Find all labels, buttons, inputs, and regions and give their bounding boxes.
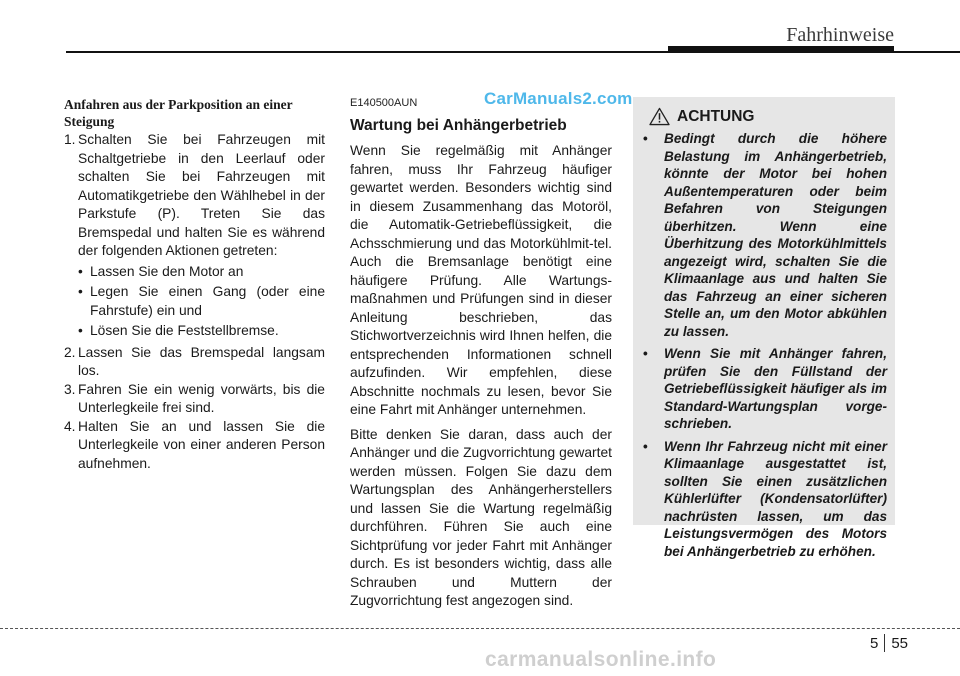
watermark-bottom: carmanualsonline.info [485,648,717,671]
page-number-separator [884,634,885,652]
steps-list [64,131,325,473]
bullet-symbol: • [643,438,648,454]
step-number: 1. [64,132,76,147]
page-number [870,634,908,652]
warning-list [643,130,887,560]
step-text: Schalten Sie bei Fahrzeugen mit Schaltgetriebe in den Leerlauf oder schalten Sie bei Fahrzeugen mit Automatikgetriebe den Wählhebel in der Parkstufe (P). Treten Sie das Bremspedal und halten Sie es während der folgenden Aktionen getreten: [78,132,325,258]
step-text: Halten Sie an und lassen Sie die Unterlegkeile von einer anderen Person aufnehmen. [78,418,325,471]
step-number: 2. [64,344,76,360]
step-text: Fahren Sie ein wenig vorwärts, bis die Unterlegkeile frei sind. [78,381,325,415]
warning-item [643,345,887,433]
warning-triangle-icon [649,107,670,126]
warning-item [643,130,887,340]
middle-column [350,96,612,617]
sub-bullet-text: Lassen Sie den Motor an [90,263,244,279]
paragraph: Bitte denken Sie daran, dass auch der Anhänger und die Zugvorrichtung gewartet werden müssen. Folgen Sie dazu dem Wartungsplan des Anhängerherstellers und lassen Sie die Wartung regelmäßig durchführen. Führen Sie auch eine Sichtprüfung vor jeder Fahrt mit Anhänger durch. Es ist besonders wichtig, dass alle Schrauben und Muttern der Zugvorrichtung fest angezogen sind. [350,426,612,608]
sub-bullet-list [78,263,325,341]
step-number: 4. [64,418,76,434]
header-rule-accent [668,46,894,53]
warning-item [643,438,887,561]
section-code: E140500AUN [350,97,418,109]
bullet-symbol: • [643,346,648,361]
warning-text: Wenn Sie mit Anhänger fahren, prüfen Sie den Füllstand der Getriebeflüssigkeit häufiger als im Standard-Wartungsplan vorge-schrieben. [664,346,887,431]
warning-title: ACHTUNG [677,107,755,125]
left-column [64,96,325,473]
sub-bullet-text: Lösen Sie die Feststellbremse. [90,323,279,338]
step-item [64,381,325,418]
sub-bullet-item [78,263,325,282]
warning-text: Wenn Ihr Fahrzeug nicht mit einer Klimaanlage ausgestattet ist, sollten Sie einen zusätzlichen Kühlerlüfter (Kondensatorlüfter) nachrüsten lassen, um das Leistungsvermögen des Motors bei Anhängerbetrieb zu erhöhen. [664,438,887,559]
step-item [64,418,325,474]
watermark-top: CarManuals2.com [484,89,633,108]
section-heading-trailer-maintenance: Wartung bei Anhängerbetrieb [350,117,567,134]
bullet-symbol: • [78,323,83,338]
chapter-number: 5 [870,634,879,652]
warning-box [633,97,895,559]
warning-text: Bedingt durch die höhere Belastung im Anhängerbetrieb, könnte der Motor bei hohen Außentemperaturen oder beim Befahren von Steigungen überhitzen. Wenn eine Überhitzung des Motorkühlmittels angezeigt wird, schalten Sie die Klimaanlage aus und halten Sie das Fahrzeug an einer sicheren Stelle an, um den Motor abkühlen zu lassen. [664,131,887,339]
footer-rule [0,628,960,629]
step-item [64,344,325,381]
warning-header [649,107,887,126]
section-heading-hill-start: Anfahren aus der Parkposition an einer Steigung [64,97,293,129]
sub-bullet-item [78,283,325,320]
sub-bullet-text: Legen Sie einen Gang (oder eine Fahrstufe) ein und [90,284,325,318]
step-text: Lassen Sie das Bremspedal langsam los. [78,344,325,378]
page-number-value: 55 [891,634,909,652]
bullet-symbol: • [78,284,83,299]
bullet-symbol: • [78,263,83,279]
paragraph: Wenn Sie regelmäßig mit Anhänger fahren, muss Ihr Fahrzeug häufiger gewartet werden. Besonders wichtig sind in diesem Zusammenhang das Motoröl, die Automatik-Getriebeflüssigkeit, die Achsschmierung und das Motorkühlmit-tel. Auch die Bremsanlage benötigt eine häufigere Prüfung. Alle Wartungs-maßnahmen und Prüfungen sind in dieser Anleitung beschrieben, das Stichwortverzeichnis wird Ihnen helfen, die entsprechenden Informationen schnell aufzufinden. Wir empfehlen, diese Abschnitte nochmals zu lesen, bevor Sie eine Fahrt mit Anhänger unternehmen. [350,143,612,417]
bullet-symbol: • [643,131,648,146]
step-number: 3. [64,381,76,397]
step-item [64,131,325,341]
page-header-title: Fahrhinweise [786,24,894,46]
sub-bullet-item [78,322,325,341]
